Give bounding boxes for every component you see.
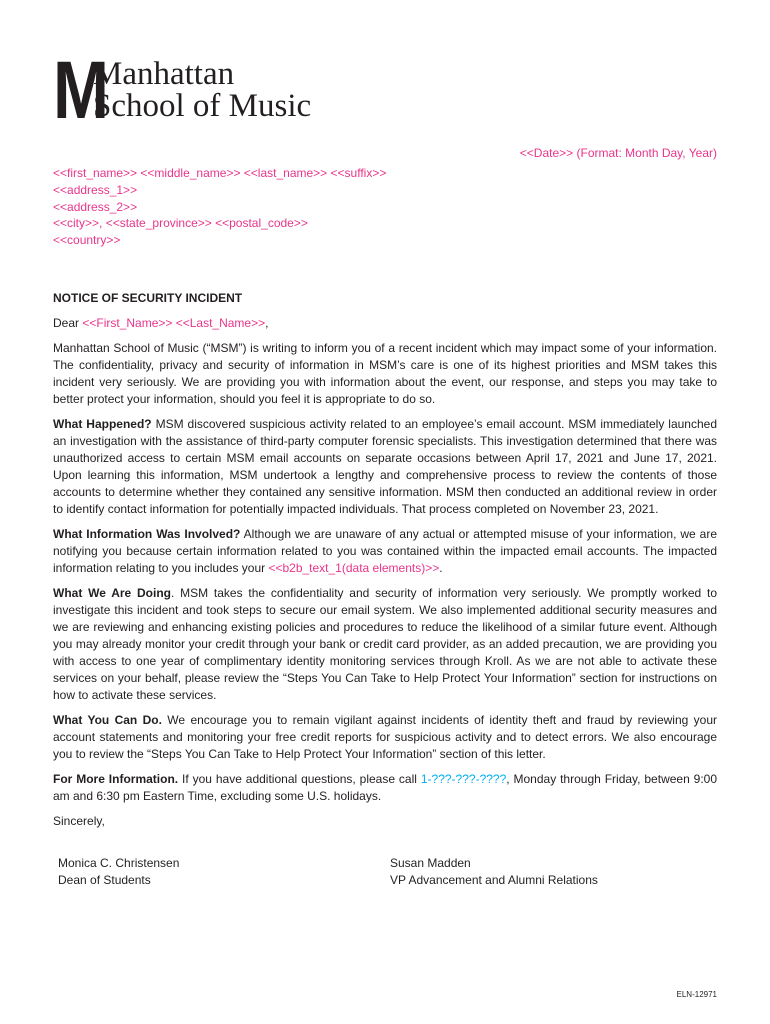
- date-line: [520, 145, 717, 161]
- greeting-suffix: ,: [265, 316, 269, 330]
- more-info-text-2: , Monday through Friday, between 9:00 am and 6:30 pm Eastern Time, excluding some U.S. holidays.: [53, 772, 718, 803]
- more-info-paragraph: [53, 771, 717, 805]
- address-country: <<country>>: [53, 233, 121, 248]
- closing: Sincerely,: [53, 814, 105, 828]
- what-you-text: We encourage you to remain vigilant against incidents of identity theft and fraud by reviewing your account statements and monitoring your free credit reports for suspicious activity and to detect errors. We also encourage you to review the “Steps You Can Take to Help Protect Your Information” section of this letter.: [53, 713, 717, 761]
- intro-paragraph: Manhattan School of Music (“MSM”) is writing to inform you of a recent incident which may impact some of your information. The confidentiality, privacy and security of information in MSM’s care is one of its highest priorities and MSM takes this incident very seriously. We are providing you with information about the event, our response, and steps you may take to better protect your information, should you feel it is appropriate to do so.: [53, 341, 717, 406]
- what-you-paragraph: [53, 712, 717, 763]
- signature-right: [390, 855, 598, 889]
- what-info-text: Although we are unaware of any actual or attempted misuse of your information, we are notifying you because certain information related to you was contained within the impacted email accounts. The impacted information relating to you includes your: [53, 527, 718, 575]
- greeting-name-placeholder: <<First_Name>> <<Last_Name>>: [82, 316, 266, 330]
- address-line-2: <<address_2>>: [53, 199, 138, 214]
- date-format-note: (Format: Month Day, Year): [573, 146, 717, 160]
- what-happened-heading: What Happened?: [53, 417, 152, 431]
- greeting-prefix: Dear: [53, 316, 83, 330]
- logo-wordmark: [93, 58, 311, 122]
- what-info-paragraph: [53, 526, 717, 577]
- signer-title-left: Dean of Students: [58, 873, 151, 887]
- signer-title-right: VP Advancement and Alumni Relations: [390, 873, 598, 887]
- letter-title: NOTICE OF SECURITY INCIDENT: [53, 291, 243, 305]
- what-happened-paragraph: [53, 416, 717, 518]
- greeting: [53, 315, 717, 332]
- signer-name-right: Susan Madden: [390, 856, 471, 870]
- what-info-heading: What Information Was Involved?: [53, 527, 241, 541]
- date-placeholder: <<Date>>: [519, 146, 574, 160]
- what-doing-heading: What We Are Doing: [53, 586, 172, 600]
- what-happened-text: MSM discovered suspicious activity related to an employee’s email account. MSM immediately launched an investigation with the assistance of third-party computer forensic specialists. This investigation determined that there was unauthorized access to certain MSM email accounts on separate occasions between April 17, 2021 and June 17, 2021. Upon learning this information, MSM undertook a lengthy and comprehensive process to review the contents of those accounts to determine whether they contained any sensitive information. MSM then conducted an additional review in order to identify contact information for potentially impacted individuals. That process completed on November 23, 2021.: [53, 417, 717, 516]
- what-you-heading: What You Can Do.: [53, 713, 162, 727]
- address-line-1: <<address_1>>: [53, 182, 138, 197]
- data-elements-placeholder: <<b2b_text_1(data elements)>>: [268, 561, 440, 575]
- address-city-line: <<city>>, <<state_province>> <<postal_code>>: [53, 216, 308, 231]
- more-info-heading: For More Information.: [53, 772, 179, 786]
- more-info-text: If you have additional questions, please call: [178, 772, 421, 786]
- signer-name-left: Monica C. Christensen: [58, 856, 180, 870]
- recipient-address: [53, 165, 386, 249]
- address-name-line: <<first_name>> <<middle_name>> <<last_name>> <<suffix>>: [53, 166, 387, 180]
- what-doing-text: . MSM takes the confidentiality and security of information very seriously. We promptly worked to investigate this incident and took steps to secure our email system. We also implemented additional security measures and we are reviewing and enhancing existing policies and procedures to reduce the likelihood of a similar future event. Although you may already monitor your credit through your bank or credit card provider, as an added precaution, we are providing you with access to one year of complimentary identity monitoring services through Kroll. As we are not able to activate these services on your behalf, please review the “Steps You Can Take to Help Protect Your Information” section for instructions on how to activate these services.: [53, 586, 718, 702]
- what-doing-paragraph: [53, 585, 717, 704]
- what-info-end: .: [439, 561, 443, 575]
- logo-line-2: School of Music: [93, 88, 312, 124]
- phone-number-placeholder: 1-???-???-????: [420, 772, 507, 786]
- signature-left: [58, 855, 179, 889]
- logo-mark: M: [53, 45, 108, 136]
- logo-line-1: Manhattan: [93, 56, 235, 92]
- letter-body: [53, 290, 717, 839]
- footer-code: ELN-12971: [676, 990, 717, 999]
